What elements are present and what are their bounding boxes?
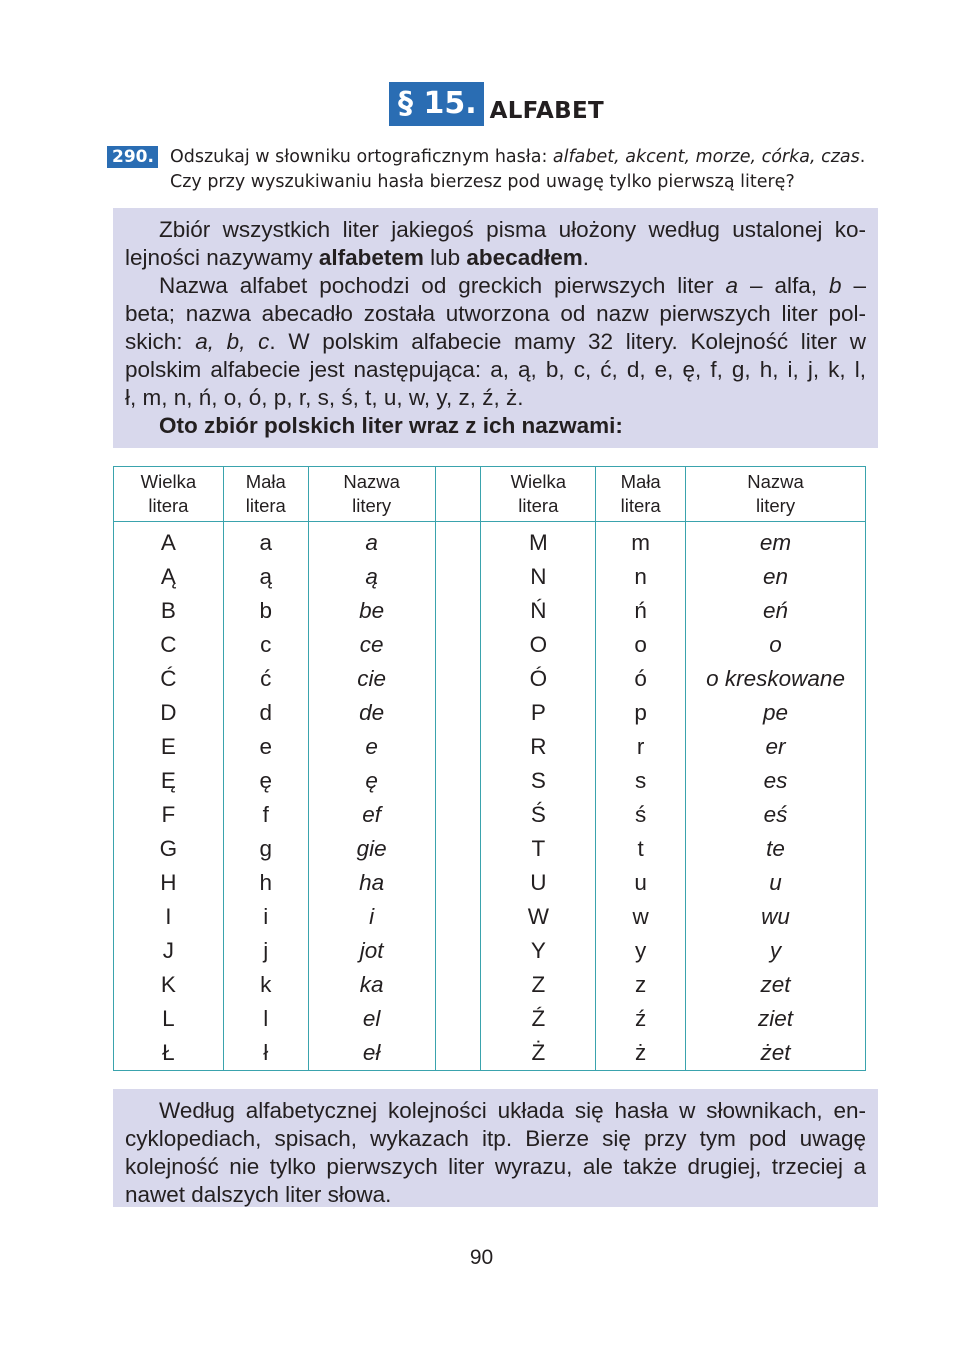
lowercase-cell: c [223, 628, 308, 662]
uppercase-cell: Ł [114, 1036, 224, 1071]
lowercase-cell: ż [596, 1036, 686, 1071]
name-cell: eś [686, 798, 866, 832]
uppercase-cell: G [114, 832, 224, 866]
lowercase-cell: d [223, 696, 308, 730]
header-cell: Mała litera [596, 467, 686, 522]
lowercase-cell: o [596, 628, 686, 662]
lowercase-cell: ć [223, 662, 308, 696]
name-cell: es [686, 764, 866, 798]
lowercase-cell: l [223, 1002, 308, 1036]
uppercase-cell: Y [481, 934, 596, 968]
exercise-line2: Czy przy wyszukiwaniu hasła bierzesz pod uwagę tylko pierwszą literę? [170, 172, 795, 192]
spacer-cell [435, 798, 481, 832]
lowercase-cell: h [223, 866, 308, 900]
name-cell: cie [308, 662, 435, 696]
uppercase-cell: Ń [481, 594, 596, 628]
exercise-number: 290. [107, 146, 158, 168]
spacer-cell [435, 900, 481, 934]
name-cell: ce [308, 628, 435, 662]
table-row [114, 934, 866, 968]
name-cell: zet [686, 968, 866, 1002]
table-row [114, 900, 866, 934]
uppercase-cell: R [481, 730, 596, 764]
header-cell: Nazwa litery [686, 467, 866, 522]
spacer-cell [435, 968, 481, 1002]
exercise-text [170, 145, 865, 195]
spacer-cell [435, 467, 481, 522]
table-row [114, 560, 866, 594]
name-cell: y [686, 934, 866, 968]
uppercase-cell: A [114, 522, 224, 561]
name-cell: e [308, 730, 435, 764]
uppercase-cell: Ć [114, 662, 224, 696]
name-cell: ef [308, 798, 435, 832]
table-row [114, 522, 866, 561]
name-cell: i [308, 900, 435, 934]
uppercase-cell: T [481, 832, 596, 866]
table-header-row [114, 467, 866, 522]
name-cell: wu [686, 900, 866, 934]
name-cell: be [308, 594, 435, 628]
lowercase-cell: i [223, 900, 308, 934]
definition-line: Zbiór wszystkich liter jakiegoś pisma ułożony według ustalonej ko- [159, 217, 866, 242]
lowercase-cell: s [596, 764, 686, 798]
lowercase-cell: p [596, 696, 686, 730]
uppercase-cell: Ó [481, 662, 596, 696]
name-cell: ha [308, 866, 435, 900]
uppercase-cell: M [481, 522, 596, 561]
name-cell: u [686, 866, 866, 900]
lowercase-cell: f [223, 798, 308, 832]
alphabet-table [113, 466, 866, 1071]
name-cell: ka [308, 968, 435, 1002]
table-row [114, 798, 866, 832]
uppercase-cell: I [114, 900, 224, 934]
spacer-cell [435, 934, 481, 968]
name-cell: o [686, 628, 866, 662]
lowercase-cell: b [223, 594, 308, 628]
name-cell: żet [686, 1036, 866, 1071]
spacer-cell [435, 628, 481, 662]
header-cell: Nazwa litery [308, 467, 435, 522]
uppercase-cell: H [114, 866, 224, 900]
header-cell: Mała litera [223, 467, 308, 522]
spacer-cell [435, 522, 481, 561]
uppercase-cell: S [481, 764, 596, 798]
header-cell: Wielka litera [114, 467, 224, 522]
lowercase-cell: r [596, 730, 686, 764]
exercise-line1: Odszukaj w słowniku ortograficznym hasła: [170, 147, 553, 167]
definition-line: Nazwa alfabet pochodzi od greckich pierwszych liter a – alfa, b – [159, 273, 866, 298]
table-row [114, 662, 866, 696]
lowercase-cell: ą [223, 560, 308, 594]
name-cell: de [308, 696, 435, 730]
uppercase-cell: Z [481, 968, 596, 1002]
definition-line: beta; nazwa abecadło została utworzona od nazw pierwszych liter pol- [125, 301, 866, 326]
table-row [114, 628, 866, 662]
lowercase-cell: z [596, 968, 686, 1002]
lowercase-cell: u [596, 866, 686, 900]
name-cell: pe [686, 696, 866, 730]
spacer-cell [435, 1002, 481, 1036]
uppercase-cell: K [114, 968, 224, 1002]
uppercase-cell: W [481, 900, 596, 934]
name-cell: o kreskowane [686, 662, 866, 696]
uppercase-cell: Ź [481, 1002, 596, 1036]
page-number: 90 [469, 1246, 494, 1269]
definition-line: skich: a, b, c. W polskim alfabecie mamy 32 litery. Kolejność liter w [125, 329, 866, 354]
table-row [114, 764, 866, 798]
section-number: § 15. [389, 82, 484, 126]
definition-line: polskim alfabecie jest następująca: a, ą, b, c, ć, d, e, ę, f, g, h, i, j, k, l, [125, 357, 866, 382]
spacer-cell [435, 560, 481, 594]
name-cell: el [308, 1002, 435, 1036]
definition-line: lejności nazywamy alfabetem lub abecadłem. [125, 245, 589, 270]
uppercase-cell: P [481, 696, 596, 730]
uppercase-cell: N [481, 560, 596, 594]
section-title: ALFABET [489, 98, 604, 124]
uppercase-cell: Ę [114, 764, 224, 798]
lowercase-cell: t [596, 832, 686, 866]
term-alfabet: alfabetem [318, 245, 424, 270]
spacer-cell [435, 662, 481, 696]
note-line: nawet dalszych liter słowa. [125, 1182, 392, 1207]
table-row [114, 968, 866, 1002]
lowercase-cell: g [223, 832, 308, 866]
table-body [114, 522, 866, 1071]
uppercase-cell: B [114, 594, 224, 628]
name-cell: eł [308, 1036, 435, 1071]
term-abecadlo: abecadłem [466, 245, 583, 270]
spacer-cell [435, 730, 481, 764]
lowercase-cell: a [223, 522, 308, 561]
note-line: Według alfabetycznej kolejności układa się hasła w słownikach, en- [159, 1098, 866, 1123]
table-intro: Oto zbiór polskich liter wraz z ich nazwami: [159, 413, 623, 438]
table-row [114, 866, 866, 900]
lowercase-cell: k [223, 968, 308, 1002]
name-cell: ą [308, 560, 435, 594]
name-cell: ziet [686, 1002, 866, 1036]
spacer-cell [435, 594, 481, 628]
uppercase-cell: C [114, 628, 224, 662]
name-cell: er [686, 730, 866, 764]
header-cell: Wielka litera [481, 467, 596, 522]
name-cell: ę [308, 764, 435, 798]
ordering-note-box [113, 1089, 878, 1207]
table-row [114, 1002, 866, 1036]
uppercase-cell: D [114, 696, 224, 730]
uppercase-cell: F [114, 798, 224, 832]
name-cell: em [686, 522, 866, 561]
lowercase-cell: ś [596, 798, 686, 832]
name-cell: a [308, 522, 435, 561]
exercise-line1-end: . [859, 147, 866, 167]
table-row [114, 730, 866, 764]
table-row [114, 594, 866, 628]
section-heading [389, 82, 604, 126]
lowercase-cell: j [223, 934, 308, 968]
definition-line: ł, m, n, ń, o, ó, p, r, s, ś, t, u, w, y, z, ź, ż. [125, 385, 524, 410]
name-cell: te [686, 832, 866, 866]
name-cell: jot [308, 934, 435, 968]
spacer-cell [435, 764, 481, 798]
definition-line [125, 412, 866, 440]
lowercase-cell: ó [596, 662, 686, 696]
note-line: kolejność nie tylko pierwszych liter wyrazu, ale także drugiej, trzeciej a [125, 1154, 866, 1179]
uppercase-cell: Ą [114, 560, 224, 594]
table-row [114, 696, 866, 730]
exercise-keywords: alfabet, akcent, morze, córka, czas [552, 147, 860, 167]
lowercase-cell: ź [596, 1002, 686, 1036]
lowercase-cell: n [596, 560, 686, 594]
lowercase-cell: ę [223, 764, 308, 798]
table-row [114, 1036, 866, 1071]
uppercase-cell: J [114, 934, 224, 968]
lowercase-cell: ł [223, 1036, 308, 1071]
spacer-cell [435, 832, 481, 866]
uppercase-cell: U [481, 866, 596, 900]
uppercase-cell: Ż [481, 1036, 596, 1071]
table-row [114, 832, 866, 866]
lowercase-cell: w [596, 900, 686, 934]
name-cell: gie [308, 832, 435, 866]
note-line: cyklopediach, spisach, wykazach itp. Bierze się przy tym pod uwagę [125, 1126, 866, 1151]
name-cell: eń [686, 594, 866, 628]
uppercase-cell: E [114, 730, 224, 764]
lowercase-cell: ń [596, 594, 686, 628]
lowercase-cell: y [596, 934, 686, 968]
uppercase-cell: O [481, 628, 596, 662]
uppercase-cell: Ś [481, 798, 596, 832]
spacer-cell [435, 866, 481, 900]
spacer-cell [435, 696, 481, 730]
lowercase-cell: m [596, 522, 686, 561]
definition-box [113, 208, 878, 448]
uppercase-cell: L [114, 1002, 224, 1036]
lowercase-cell: e [223, 730, 308, 764]
name-cell: en [686, 560, 866, 594]
spacer-cell [435, 1036, 481, 1071]
